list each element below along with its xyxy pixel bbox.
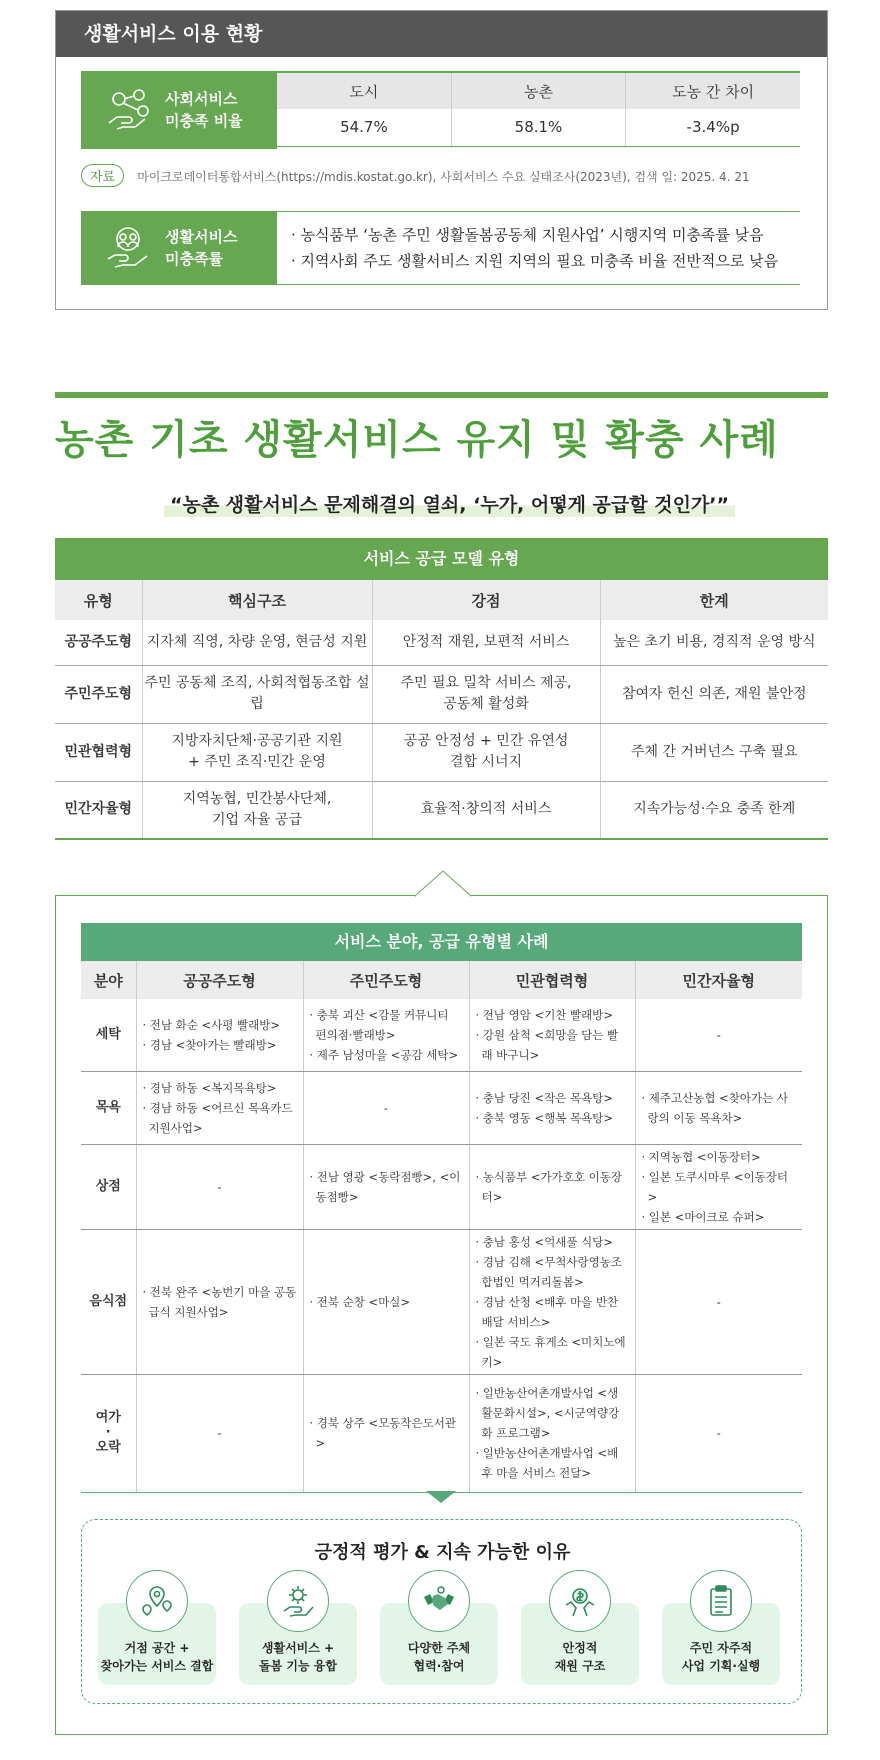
case-item: · 일본 도쿠시마루 <이동장터> (641, 1169, 788, 1204)
reason-line1: 거점 공간 + (124, 1641, 190, 1655)
case-category: 음식점 (81, 1229, 136, 1374)
model-type: 주민주도형 (55, 665, 142, 723)
case-category-line: 오락 (95, 1440, 121, 1455)
model-strength: 주민 필요 밀착 서비스 제공, 공동체 활성화 (372, 665, 600, 723)
unmet-bullet: · 농식품부 ‘농촌 주민 생활돌봄공동체 지원사업’ 시행지역 미충족률 낮음 (291, 226, 764, 244)
model-row (55, 781, 828, 839)
case-item: · 제주고산농협 <찾아가는 사랑의 이동 목욕차> (641, 1090, 788, 1125)
case-item: · 전남 영암 <기찬 빨래방> (475, 1007, 614, 1022)
case-item: · 일본 국도 휴게소 <미치노에키> (475, 1334, 626, 1369)
unmet-label-line1: 생활서비스 (165, 228, 238, 246)
stat-header-rural: 농촌 (451, 72, 625, 109)
case-cell (136, 1071, 303, 1144)
case-item: · 지역농협 <이동장터> (641, 1149, 761, 1164)
case-item: · 충북 영동 <행복 목욕탕> (475, 1110, 614, 1125)
model-header: 유형 (55, 580, 142, 620)
service-network-icon (103, 85, 153, 135)
supply-model-table (55, 538, 828, 840)
case-header: 민간자율형 (635, 961, 802, 999)
model-type: 민간자율형 (55, 781, 142, 839)
case-cell (469, 1374, 635, 1492)
model-limit: 참여자 헌신 의존, 재원 불안정 (600, 665, 828, 723)
case-item: · 경남 산청 <배후 마을 반찬배달 서비스> (475, 1294, 619, 1329)
case-cell: - (635, 1374, 802, 1492)
model-row (55, 723, 828, 781)
case-row (81, 999, 802, 1071)
model-row (55, 665, 828, 723)
social-service-label (81, 71, 277, 149)
case-item: · 경남 김해 <무척사랑영농조합법인 먹거리돌봄> (475, 1254, 622, 1289)
case-header: 분야 (81, 961, 136, 999)
case-item: · 일반농산어촌개발사업 <생활문화시설>, <시군역량강화 프로그램> (475, 1386, 620, 1440)
case-cell (303, 1374, 469, 1492)
model-type: 공공주도형 (55, 620, 142, 665)
case-cell: - (136, 1374, 303, 1492)
stat-value-urban: 54.7% (277, 109, 451, 146)
case-item: · 충남 당진 <작은 목욕탕> (475, 1090, 614, 1105)
case-cell (136, 1229, 303, 1374)
model-core: 지역농협, 민간봉사단체, 기업 자율 공급 (142, 781, 372, 839)
case-table-title: 서비스 분야, 공급 유형별 사례 (81, 923, 802, 961)
case-cell (635, 1071, 802, 1144)
case-cell (469, 1071, 635, 1144)
case-category: 상점 (81, 1144, 136, 1229)
case-item: · 전남 화순 <사평 빨래방> (142, 1017, 281, 1032)
social-label-line2: 미충족 비율 (165, 112, 243, 130)
reason-line2: 재원 구조 (554, 1659, 606, 1673)
reason-line2: 돌봄 기능 융합 (259, 1659, 337, 1673)
case-cell (469, 1144, 635, 1229)
case-cell: - (635, 1229, 802, 1374)
page-title: 농촌 기초 생활서비스 유지 및 확충 사례 (55, 417, 779, 463)
case-row (81, 1374, 802, 1492)
unmet-bullet: · 지역사회 주도 생활서비스 지원 지역의 필요 미충족 비율 전반적으로 낮음 (291, 252, 779, 270)
case-row (81, 1071, 802, 1144)
people-care-icon (103, 223, 153, 273)
case-item: · 경남 하동 <어르신 목욕카드 지원사업> (142, 1100, 293, 1135)
sub-quote: “농촌 생활서비스 문제해결의 열쇠, ‘누가, 어떻게 공급할 것인가’” (164, 490, 735, 517)
model-header: 강점 (372, 580, 600, 620)
case-cell (469, 999, 635, 1071)
case-cell: - (136, 1144, 303, 1229)
sustainability-reasons (81, 1519, 802, 1704)
case-item: · 강원 삼척 <희망을 담는 빨래 바구니> (475, 1027, 619, 1062)
source-badge: 자료 (81, 164, 124, 187)
case-item: · 전남 영광 <동락점빵>, <이동점빵> (309, 1169, 461, 1204)
case-category (81, 1374, 136, 1492)
reason-line1: 생활서비스 + (261, 1641, 335, 1655)
stat-value-gap: -3.4%p (626, 109, 800, 146)
case-item: · 경남 <찾아가는 빨래방> (142, 1037, 277, 1052)
unmet-rate-label (81, 211, 277, 285)
usage-status-header: 생활서비스 이용 현황 (56, 11, 827, 57)
model-row (55, 620, 828, 665)
case-cell (303, 999, 469, 1071)
reason-line1: 주민 자주적 (689, 1641, 753, 1655)
case-item: · 충북 괴산 <감물 커뮤니티 편의점·빨래방> (309, 1007, 449, 1042)
source-text: 마이크로데이터통합서비스(https://mdis.kostat.go.kr), 사회서비스 수요 실태조사(2023년), 검색 일: 2025. 4. 21 (137, 170, 750, 184)
case-table (81, 961, 802, 1493)
map-pin-icon (126, 1570, 188, 1632)
reason-line1: 안정적 (562, 1641, 598, 1655)
case-cell (469, 1229, 635, 1374)
case-cell (303, 1144, 469, 1229)
stat-header-gap: 도농 간 차이 (626, 72, 800, 109)
case-category: 목욕 (81, 1071, 136, 1144)
unmet-bullets (277, 211, 800, 285)
case-cell: - (635, 999, 802, 1071)
model-strength: 공공 안정성 + 민간 유연성 결합 시너지 (372, 723, 600, 781)
social-label-line1: 사회서비스 (165, 90, 238, 108)
down-arrow-icon (426, 1491, 456, 1503)
money-bag-icon (549, 1570, 611, 1632)
case-row (81, 1229, 802, 1374)
case-row (81, 1144, 802, 1229)
box-notch (415, 870, 471, 897)
gear-hand-icon (267, 1570, 329, 1632)
reasons-title: 긍정적 평가 & 지속 가능한 이유 (314, 1542, 571, 1563)
case-cell (303, 1229, 469, 1374)
model-limit: 높은 초기 비용, 경직적 운영 방식 (600, 620, 828, 665)
case-item: · 농식품부 <가가호호 이동장터> (475, 1169, 622, 1204)
case-item: · 경남 하동 <복지목욕탕> (142, 1080, 277, 1095)
case-category: 세탁 (81, 999, 136, 1071)
case-item: · 경북 상주 <모동작은도서관> (309, 1416, 456, 1450)
model-limit: 지속가능성·수요 충족 한계 (600, 781, 828, 839)
case-category-line: 여가 (95, 1410, 121, 1425)
case-cell: - (303, 1071, 469, 1144)
unmet-ratio-table (277, 71, 800, 147)
case-item: · 전북 순창 <마실> (309, 1294, 411, 1309)
case-item: · 전북 완주 <농번기 마을 공동 급식 지원사업> (142, 1284, 297, 1319)
case-cell (136, 999, 303, 1071)
title-accent-bar (55, 392, 828, 398)
reason-line2: 협력·참여 (413, 1659, 465, 1673)
model-table-title: 서비스 공급 모델 유형 (55, 538, 828, 580)
case-cell (635, 1144, 802, 1229)
reason-line2: 찾아가는 서비스 결합 (100, 1659, 214, 1673)
unmet-label-line2: 미충족률 (165, 250, 223, 268)
model-strength: 안정적 재원, 보편적 서비스 (372, 620, 600, 665)
case-category-line: · (105, 1425, 111, 1440)
case-item: · 제주 남성마을 <공감 세탁> (309, 1047, 459, 1062)
source-line (81, 164, 821, 187)
handshake-icon (408, 1570, 470, 1632)
case-item: · 충남 홍성 <억새풀 식당> (475, 1234, 614, 1249)
clipboard-icon (690, 1570, 752, 1632)
reason-line2: 사업 기획·실행 (681, 1659, 761, 1673)
case-header: 주민주도형 (303, 961, 469, 999)
reason-line1: 다양한 주체 (407, 1641, 471, 1655)
model-strength: 효율적·창의적 서비스 (372, 781, 600, 839)
stat-header-urban: 도시 (277, 72, 451, 109)
stat-value-rural: 58.1% (451, 109, 625, 146)
model-header: 한계 (600, 580, 828, 620)
case-item: · 일본 <마이크로 슈퍼> (641, 1209, 765, 1224)
case-item: · 일반농산어촌개발사업 <배후 마을 서비스 전달> (475, 1446, 619, 1480)
case-header: 공공주도형 (136, 961, 303, 999)
case-header: 민관협력형 (469, 961, 635, 999)
model-core: 지방자치단체·공공기관 지원 + 주민 조직·민간 운영 (142, 723, 372, 781)
model-core: 주민 공동체 조직, 사회적협동조합 설립 (142, 665, 372, 723)
model-header: 핵심구조 (142, 580, 372, 620)
model-type: 민관협력형 (55, 723, 142, 781)
model-core: 지자체 직영, 차량 운영, 현금성 지원 (142, 620, 372, 665)
model-limit: 주체 간 거버넌스 구축 필요 (600, 723, 828, 781)
